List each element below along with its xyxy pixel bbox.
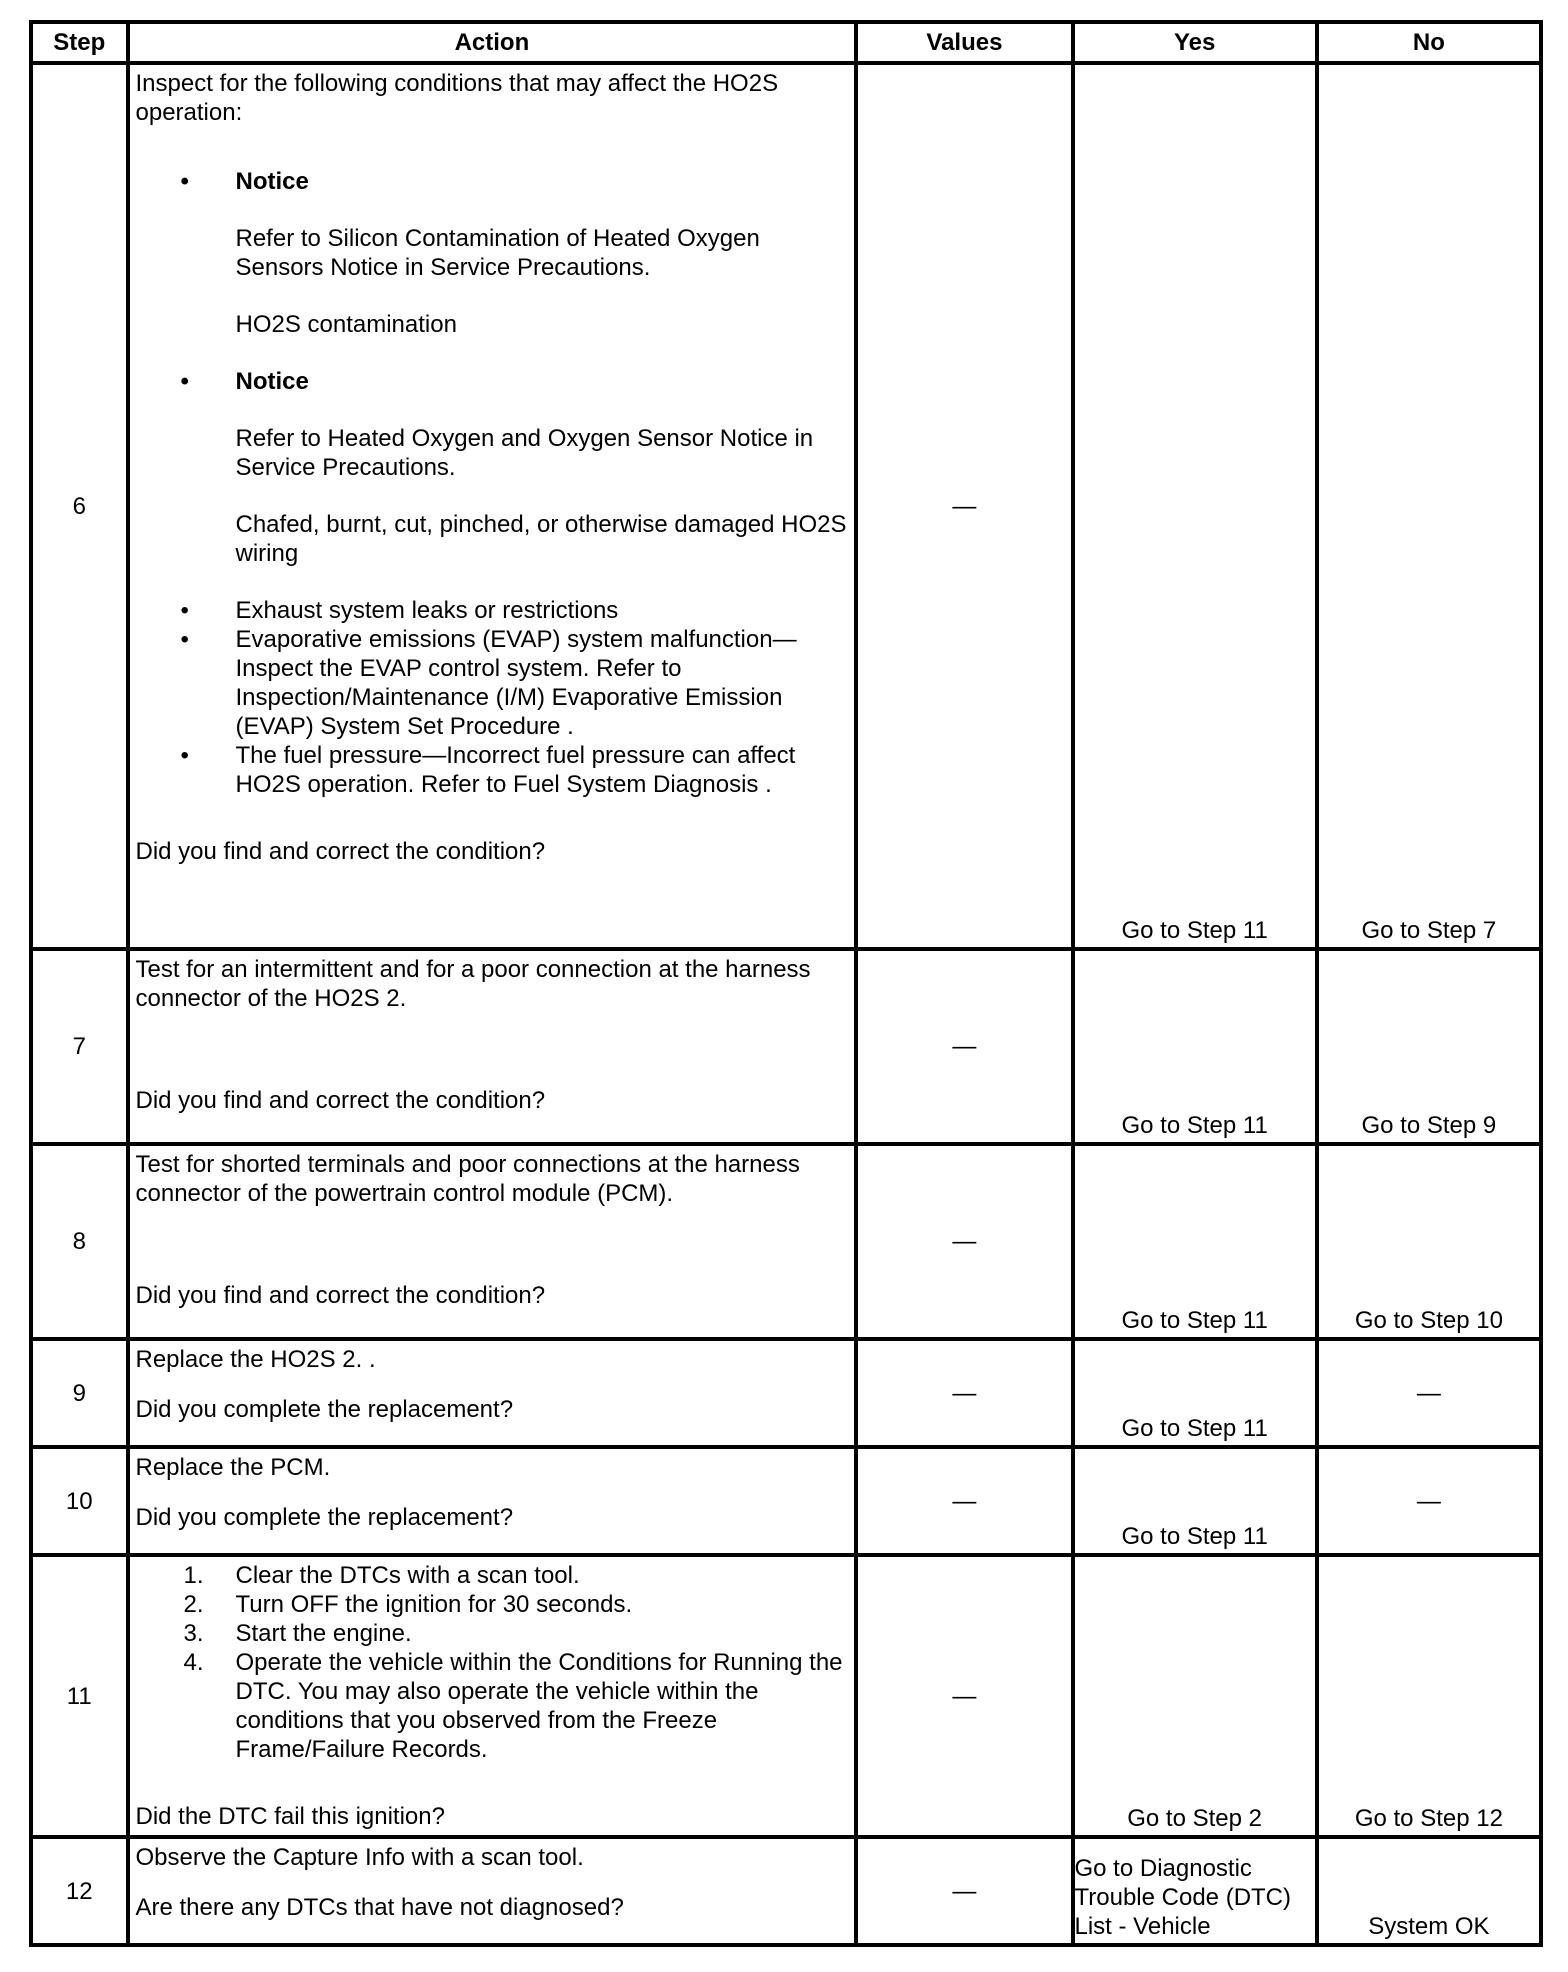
- no-cell: —: [1317, 1339, 1541, 1447]
- condition-item: Chafed, burnt, cut, pinched, or otherwise damaged HO2S wiring: [235, 511, 847, 567]
- yes-cell: [1073, 1837, 1317, 1945]
- step-number: 11: [31, 1555, 128, 1837]
- table-row: [31, 1447, 1541, 1555]
- yes-cell: [1073, 1447, 1317, 1555]
- numbered-item: 2. Turn OFF the ignition for 30 seconds.: [183, 1591, 633, 1618]
- question-text: Did you complete the replacement?: [135, 1504, 514, 1531]
- no-cell: —: [1317, 1447, 1541, 1555]
- no-link[interactable]: Go to Step 7: [1361, 917, 1497, 944]
- table-row: [31, 1837, 1541, 1945]
- action-cell: [128, 1447, 857, 1555]
- table-row: [31, 1144, 1541, 1339]
- no-cell: [1317, 1144, 1541, 1339]
- step-number: 8: [31, 1144, 128, 1339]
- question-text: Did you complete the replacement?: [135, 1396, 514, 1423]
- bullet-item: • Exhaust system leaks or restrictions: [180, 597, 619, 624]
- no-link[interactable]: Go to Step 12: [1354, 1805, 1503, 1832]
- action-cell: [128, 63, 857, 949]
- header-row: [31, 22, 1541, 63]
- notice-text: Refer to Silicon Contamination of Heated Oxygen Sensors Notice in Service Precautions.: [235, 225, 760, 281]
- action-cell: [128, 1339, 857, 1447]
- numbered-item: 4. Operate the vehicle within the Conditions for Running the DTC. You may also operate the vehicle within the conditions that you observed from the Freeze Frame/Failure Records.: [183, 1649, 843, 1763]
- action-text: Test for an intermittent and for a poor connection at the harness connector of the HO2S 2.: [135, 956, 811, 1012]
- yes-cell: [1073, 1144, 1317, 1339]
- header-step: Step: [31, 22, 128, 63]
- table-row: [31, 1339, 1541, 1447]
- question-text: Did you find and correct the condition?: [135, 1087, 546, 1114]
- yes-cell: [1073, 1339, 1317, 1447]
- yes-cell: [1073, 63, 1317, 949]
- question-text: Did you find and correct the condition?: [135, 838, 546, 865]
- diagnostic-table: [29, 20, 1543, 1947]
- question-text: Are there any DTCs that have not diagnosed?: [135, 1894, 624, 1921]
- yes-link[interactable]: Go to Step 11: [1121, 1415, 1268, 1442]
- notice-title: Notice: [235, 368, 309, 395]
- values-cell: —: [856, 63, 1072, 949]
- step-number: 7: [31, 949, 128, 1144]
- action-cell: [128, 1555, 857, 1837]
- bullet-notice: • Notice: [180, 168, 309, 195]
- header-yes: Yes: [1073, 22, 1317, 63]
- yes-link[interactable]: Go to Step 11: [1121, 1307, 1268, 1334]
- yes-link[interactable]: Go to Step 11: [1121, 1523, 1268, 1550]
- no-link[interactable]: Go to Step 9: [1361, 1112, 1497, 1139]
- header-values: Values: [856, 22, 1072, 63]
- step-number: 9: [31, 1339, 128, 1447]
- bullet-item: • Evaporative emissions (EVAP) system malfunction—Inspect the EVAP control system. Refer to Inspection/Maintenance (I/M) Evaporative Emission (EVAP) System Set Procedure .: [180, 626, 797, 740]
- yes-link[interactable]: Go to Diagnostic Trouble Code (DTC) List - Vehicle: [1074, 1855, 1292, 1940]
- table-row: [31, 949, 1541, 1144]
- header-no: No: [1317, 22, 1541, 63]
- bullet-item: • The fuel pressure—Incorrect fuel pressure can affect HO2S operation. Refer to Fuel System Diagnosis .: [180, 742, 796, 798]
- bullet-notice: • Notice: [180, 368, 309, 395]
- action-cell: [128, 1144, 857, 1339]
- yes-link[interactable]: Go to Step 11: [1121, 917, 1268, 944]
- no-link[interactable]: Go to Step 10: [1354, 1307, 1503, 1334]
- table-row: [31, 63, 1541, 949]
- step-number: 12: [31, 1837, 128, 1945]
- values-cell: —: [856, 949, 1072, 1144]
- header-action: Action: [128, 22, 857, 63]
- yes-cell: [1073, 1555, 1317, 1837]
- condition-item: HO2S contamination: [235, 311, 457, 338]
- table-row: [31, 1555, 1541, 1837]
- question-text: Did you find and correct the condition?: [135, 1282, 546, 1309]
- action-cell: [128, 1837, 857, 1945]
- values-cell: —: [856, 1447, 1072, 1555]
- yes-cell: [1073, 949, 1317, 1144]
- numbered-item: 3. Start the engine.: [183, 1620, 412, 1647]
- action-text: Replace the PCM.: [135, 1454, 331, 1481]
- yes-link[interactable]: Go to Step 11: [1121, 1112, 1268, 1139]
- no-cell: [1317, 63, 1541, 949]
- values-cell: —: [856, 1339, 1072, 1447]
- question-text: Did the DTC fail this ignition?: [135, 1803, 445, 1830]
- yes-link[interactable]: Go to Step 2: [1127, 1805, 1263, 1832]
- action-text: Inspect for the following conditions that may affect the HO2S operation:: [135, 70, 779, 126]
- no-cell: [1317, 1555, 1541, 1837]
- no-cell: [1317, 949, 1541, 1144]
- numbered-item: 1. Clear the DTCs with a scan tool.: [183, 1562, 580, 1589]
- values-cell: —: [856, 1144, 1072, 1339]
- values-cell: —: [856, 1837, 1072, 1945]
- step-number: 6: [31, 63, 128, 949]
- notice-title: Notice: [235, 168, 309, 195]
- no-cell: [1317, 1837, 1541, 1945]
- action-text: Observe the Capture Info with a scan tool.: [135, 1844, 584, 1871]
- no-link[interactable]: System OK: [1368, 1913, 1490, 1940]
- notice-text: Refer to Heated Oxygen and Oxygen Sensor Notice in Service Precautions.: [235, 425, 814, 481]
- action-text: Replace the HO2S 2. .: [135, 1346, 376, 1373]
- step-number: 10: [31, 1447, 128, 1555]
- action-text: Test for shorted terminals and poor connections at the harness connector of the powertrain control module (PCM).: [135, 1151, 800, 1207]
- values-cell: —: [856, 1555, 1072, 1837]
- action-cell: [128, 949, 857, 1144]
